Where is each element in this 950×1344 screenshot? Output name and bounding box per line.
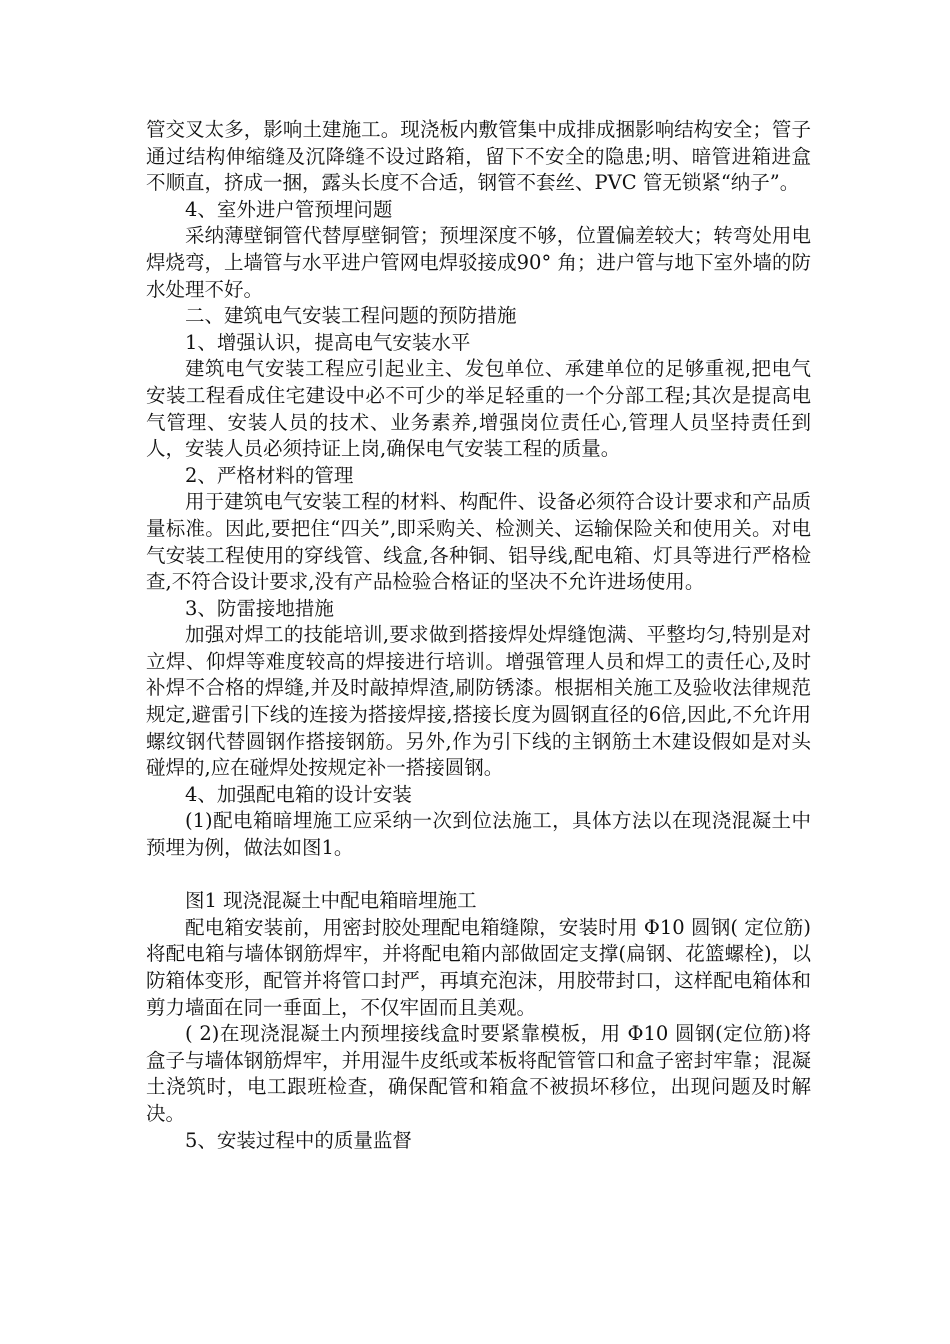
section-heading-prevention: 二、建筑电气安装工程问题的预防措施 bbox=[185, 304, 517, 328]
paragraph-outdoor-conduit: 采纳薄壁铜管代替厚壁铜管；预埋深度不够，位置偏差较大；转弯处用电焊烧弯，上墙管与水平进户管网电焊驳接成90° 角；进户管与地下室外墙的防水处理不好。 bbox=[146, 224, 811, 301]
subheading-distribution-box: 4、加强配电箱的设计安装 bbox=[185, 782, 412, 806]
subheading-awareness: 1、增强认识，提高电气安装水平 bbox=[185, 330, 471, 354]
paragraph-continuation: 管交叉太多，影响土建施工。现浇板内敷管集中成排成捆影响结构安全；管子通过结构伸缩缝及沉降缝不设过路箱，留下不安全的隐患;明、暗管进箱进盒不顺直，挤成一捆，露头长度不合适，钢管不套丝、PVC 管无锁紧“纳子”。 bbox=[146, 118, 811, 195]
paragraph-box-step-2: ( 2)在现浇混凝土内预埋接线盒时要紧靠模板，用 Φ10 圆钢(定位筋)将盒子与墙体钢筋焊牢，并用湿牛皮纸或苯板将配管管口和盒子密封牢靠；混凝土浇筑时，电工跟班检查，确保配管和箱盒不被损坏移位，出现问题及时解决。 bbox=[146, 1022, 811, 1125]
figure-gap bbox=[146, 862, 811, 889]
paragraph-lightning: 加强对焊工的技能培训,要求做到搭接焊处焊缝饱满、平整均匀,特别是对立焊、仰焊等难度较高的焊接进行培训。增强管理人员和焊工的责任心,及时补焊不合格的焊缝,并及时敲掉焊渣,刷防锈漆。根据相关施工及验收法律规范规定,避雷引下线的连接为搭接焊接,搭接长度为圆钢直径的6倍,因此,不允许用螺纹钢代替圆钢作搭接钢筋。另外,作为引下线的主钢筋土木建设假如是对头碰焊的,应在碰焊处按规定补一搭接圆钢。 bbox=[146, 623, 811, 780]
figure-caption: 图1 现浇混凝土中配电箱暗埋施工 bbox=[185, 889, 477, 913]
paragraph-box-step-1: (1)配电箱暗埋施工应采纳一次到位法施工，具体方法以在现浇混凝土中预埋为例，做法如图1。 bbox=[146, 809, 811, 860]
paragraph-awareness: 建筑电气安装工程应引起业主、发包单位、承建单位的足够重视,把电气安装工程看成住宅建设中必不可少的举足轻重的一个分部工程;其次是提高电气管理、安装人员的技术、业务素养,增强岗位责任心,管理人员坚持责任到人，安装人员必须持证上岗,确保电气安装工程的质量。 bbox=[146, 357, 811, 461]
paragraph-box-install: 配电箱安装前，用密封胶处理配电箱缝隙，安装时用 Φ10 圆钢( 定位筋)将配电箱与墙体钢筋焊牢，并将配电箱内部做固定支撑(扁钢、花篮螺栓)，以防箱体变形，配管并将管口封严，再填充泡沫，用胶带封口，这样配电箱体和剪力墙面在同一垂面上，不仅牢固而且美观。 bbox=[146, 915, 811, 1019]
document-body bbox=[146, 117, 811, 1154]
paragraph-materials: 用于建筑电气安装工程的材料、构配件、设备必须符合设计要求和产品质量标准。因此,要把住“四关”,即采购关、检测关、运输保险关和使用关。对电气安装工程使用的穿线管、线盒,各种铜、铝导线,配电箱、灯具等进行严格检查,不符合设计要求,没有产品检验合格证的坚决不允许进场使用。 bbox=[146, 490, 811, 594]
subheading-materials: 2、严格材料的管理 bbox=[185, 463, 354, 487]
subheading-lightning: 3、防雷接地措施 bbox=[185, 596, 334, 620]
subheading-outdoor-conduit: 4、室外进户管预埋问题 bbox=[185, 197, 393, 221]
subheading-quality-supervision: 5、安装过程中的质量监督 bbox=[185, 1128, 412, 1152]
